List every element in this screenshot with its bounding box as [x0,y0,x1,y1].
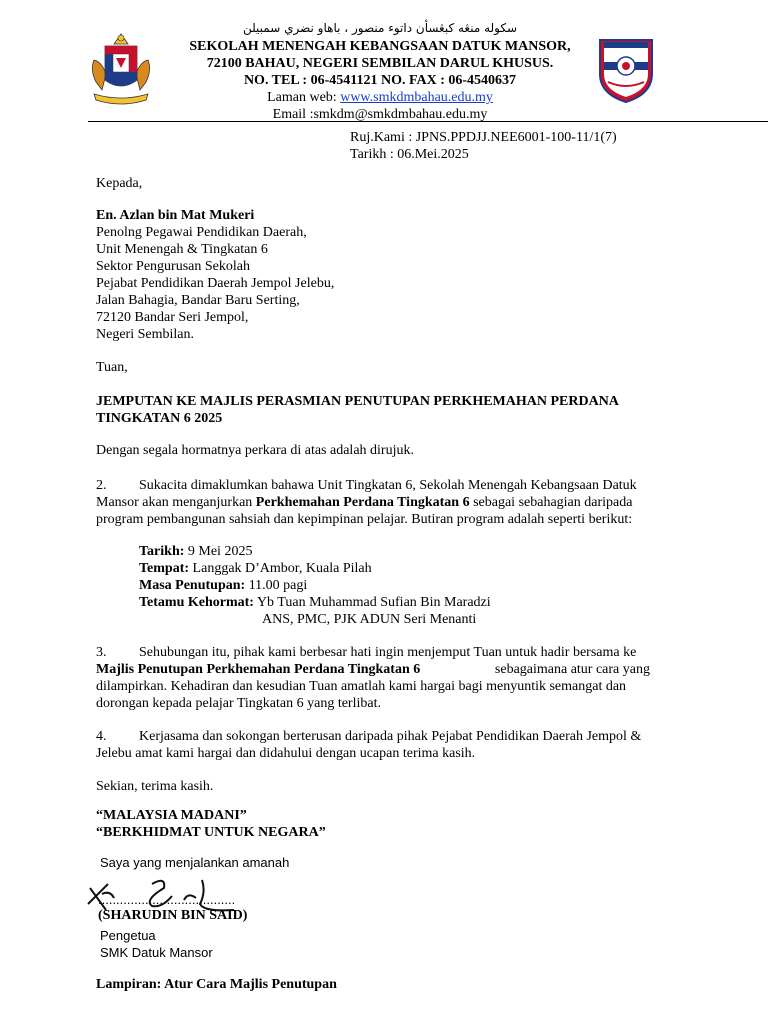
detail-item-time [139,577,307,594]
school-email: Email :smkdm@smkdmbahau.edu.my [272,107,488,122]
recipient-address-line: Sektor Pengurusan Sekolah [96,259,250,274]
detail-label: Tempat: [139,561,190,576]
school-name: SEKOLAH MENENGAH KEBANGSAAN DATUK MANSOR, [189,39,571,54]
signature-block [84,848,294,962]
paragraph-2-text: sebagai sebahagian daripada [469,495,633,510]
paragraph-3-line: Sehubungan itu, pihak kami berbesar hati ingin menjemput Tuan untuk hadir bersama ke [139,645,637,660]
salutation: Tuan, [96,360,128,375]
detail-label: Tetamu Kehormat: [139,595,254,610]
school-address: 72100 BAHAU, NEGERI SEMBILAN DARUL KHUSUS. [206,56,554,71]
paragraph-2-line [96,494,650,511]
detail-value: 9 Mei 2025 [184,544,253,559]
detail-label: Masa Penutupan: [139,578,246,593]
paragraph-2-line: program pembangunan sahsiah dan kepimpinan pelajar. Butiran program adalah seperti berikut: [96,512,633,527]
paragraph-number: 3. [96,645,107,660]
recipient-address-line: Negeri Sembilan. [96,327,194,342]
paragraph-2-text: Mansor akan menganjurkan [96,495,256,510]
paragraph-3-line: dorongan kepada pelajar Tingkatan 6 yang terlibat. [96,696,381,711]
detail-value: Yb Tuan Muhammad Sufian Bin Maradzi [253,595,491,610]
slogan: “BERKHIDMAT UNTUK NEGARA” [96,825,326,840]
signature-dotted-line: ...................................... [98,892,236,907]
subject-line: JEMPUTAN KE MAJLIS PERASMIAN PENUTUPAN PERKHEMAHAN PERDANA [96,394,619,409]
event-name-highlight: Majlis Penutupan Perkhemahan Perdana Tingkatan 6 [96,662,421,677]
signatory-name: (SHARUDIN BIN SAID) [98,908,248,923]
malaysia-coat-of-arms-logo [88,30,154,108]
intro-paragraph: Dengan segala hormatnya perkara di atas adalah dirujuk. [96,443,414,458]
closing-remark: Sekian, terima kasih. [96,779,214,794]
detail-value: 11.00 pagi [245,578,308,593]
letter-date: Tarikh : 06.Mei.2025 [350,147,469,162]
detail-item-date [139,543,252,560]
school-crest-logo [598,38,654,104]
school-name-jawi: سکوله منڠه کبڠسأن داتوء منصور ، باهاو نضري سمبيلن [242,21,518,35]
subject-line: TINGKATAN 6 2025 [96,411,223,426]
detail-item-guest [139,594,491,611]
detail-label: Tarikh: [139,544,185,559]
recipient-address-line: Unit Menengah & Tingkatan 6 [96,242,268,257]
header-divider [88,121,768,122]
paragraph-number: 2. [96,478,107,493]
paragraph-3-line [96,661,650,678]
signatory-school: SMK Datuk Mansor [100,945,213,960]
attachment-note: Lampiran: Atur Cara Majlis Penutupan [96,977,337,992]
signatory-position: Pengetua [100,928,156,943]
website-label: Laman web: [267,90,337,105]
program-name-highlight: Perkhemahan Perdana Tingkatan 6 [255,495,470,510]
school-website [150,89,610,106]
paragraph-3-text: sebagaimana atur cara yang [494,662,650,677]
recipient-address-line: 72120 Bandar Seri Jempol, [96,310,249,325]
recipient-address-line: Penolng Pegawai Pendidikan Daerah, [96,225,307,240]
greeting-to: Kepada, [96,176,143,191]
detail-value: Langgak D’Ambor, Kuala Pilah [189,561,372,576]
signature-amanah: Saya yang menjalankan amanah [100,855,290,870]
reference-number: Ruj.Kami : JPNS.PPDJJ.NEE6001-100-11/1(7) [350,130,617,145]
guest-title: ANS, PMC, PJK ADUN Seri Menanti [262,612,477,627]
paragraph-number: 4. [96,729,107,744]
paragraph-4-line: Jelebu amat kami hargai dan didahului dengan ucapan terima kasih. [96,746,476,761]
recipient-address-line: Jalan Bahagia, Bandar Baru Serting, [96,293,300,308]
slogan: “MALAYSIA MADANI” [96,808,247,823]
recipient-name: En. Azlan bin Mat Mukeri [96,208,255,223]
paragraph-2-line: Sukacita dimaklumkan bahawa Unit Tingkatan 6, Sekolah Menengah Kebangsaan Datuk [139,478,637,493]
paragraph-3-line: dilampirkan. Kehadiran dan kesudian Tuan amatlah kami hargai bagi menyuntik semangat dan [96,679,627,694]
school-phone-fax: NO. TEL : 06-4541121 NO. FAX : 06-4540637 [243,73,517,88]
recipient-address-line: Pejabat Pendidikan Daerah Jempol Jelebu, [96,276,335,291]
paragraph-4-line: Kerjasama dan sokongan berterusan daripada pihak Pejabat Pendidikan Daerah Jempol & [139,729,642,744]
website-link[interactable]: www.smkdmbahau.edu.my [340,90,493,105]
detail-item-venue [139,560,372,577]
